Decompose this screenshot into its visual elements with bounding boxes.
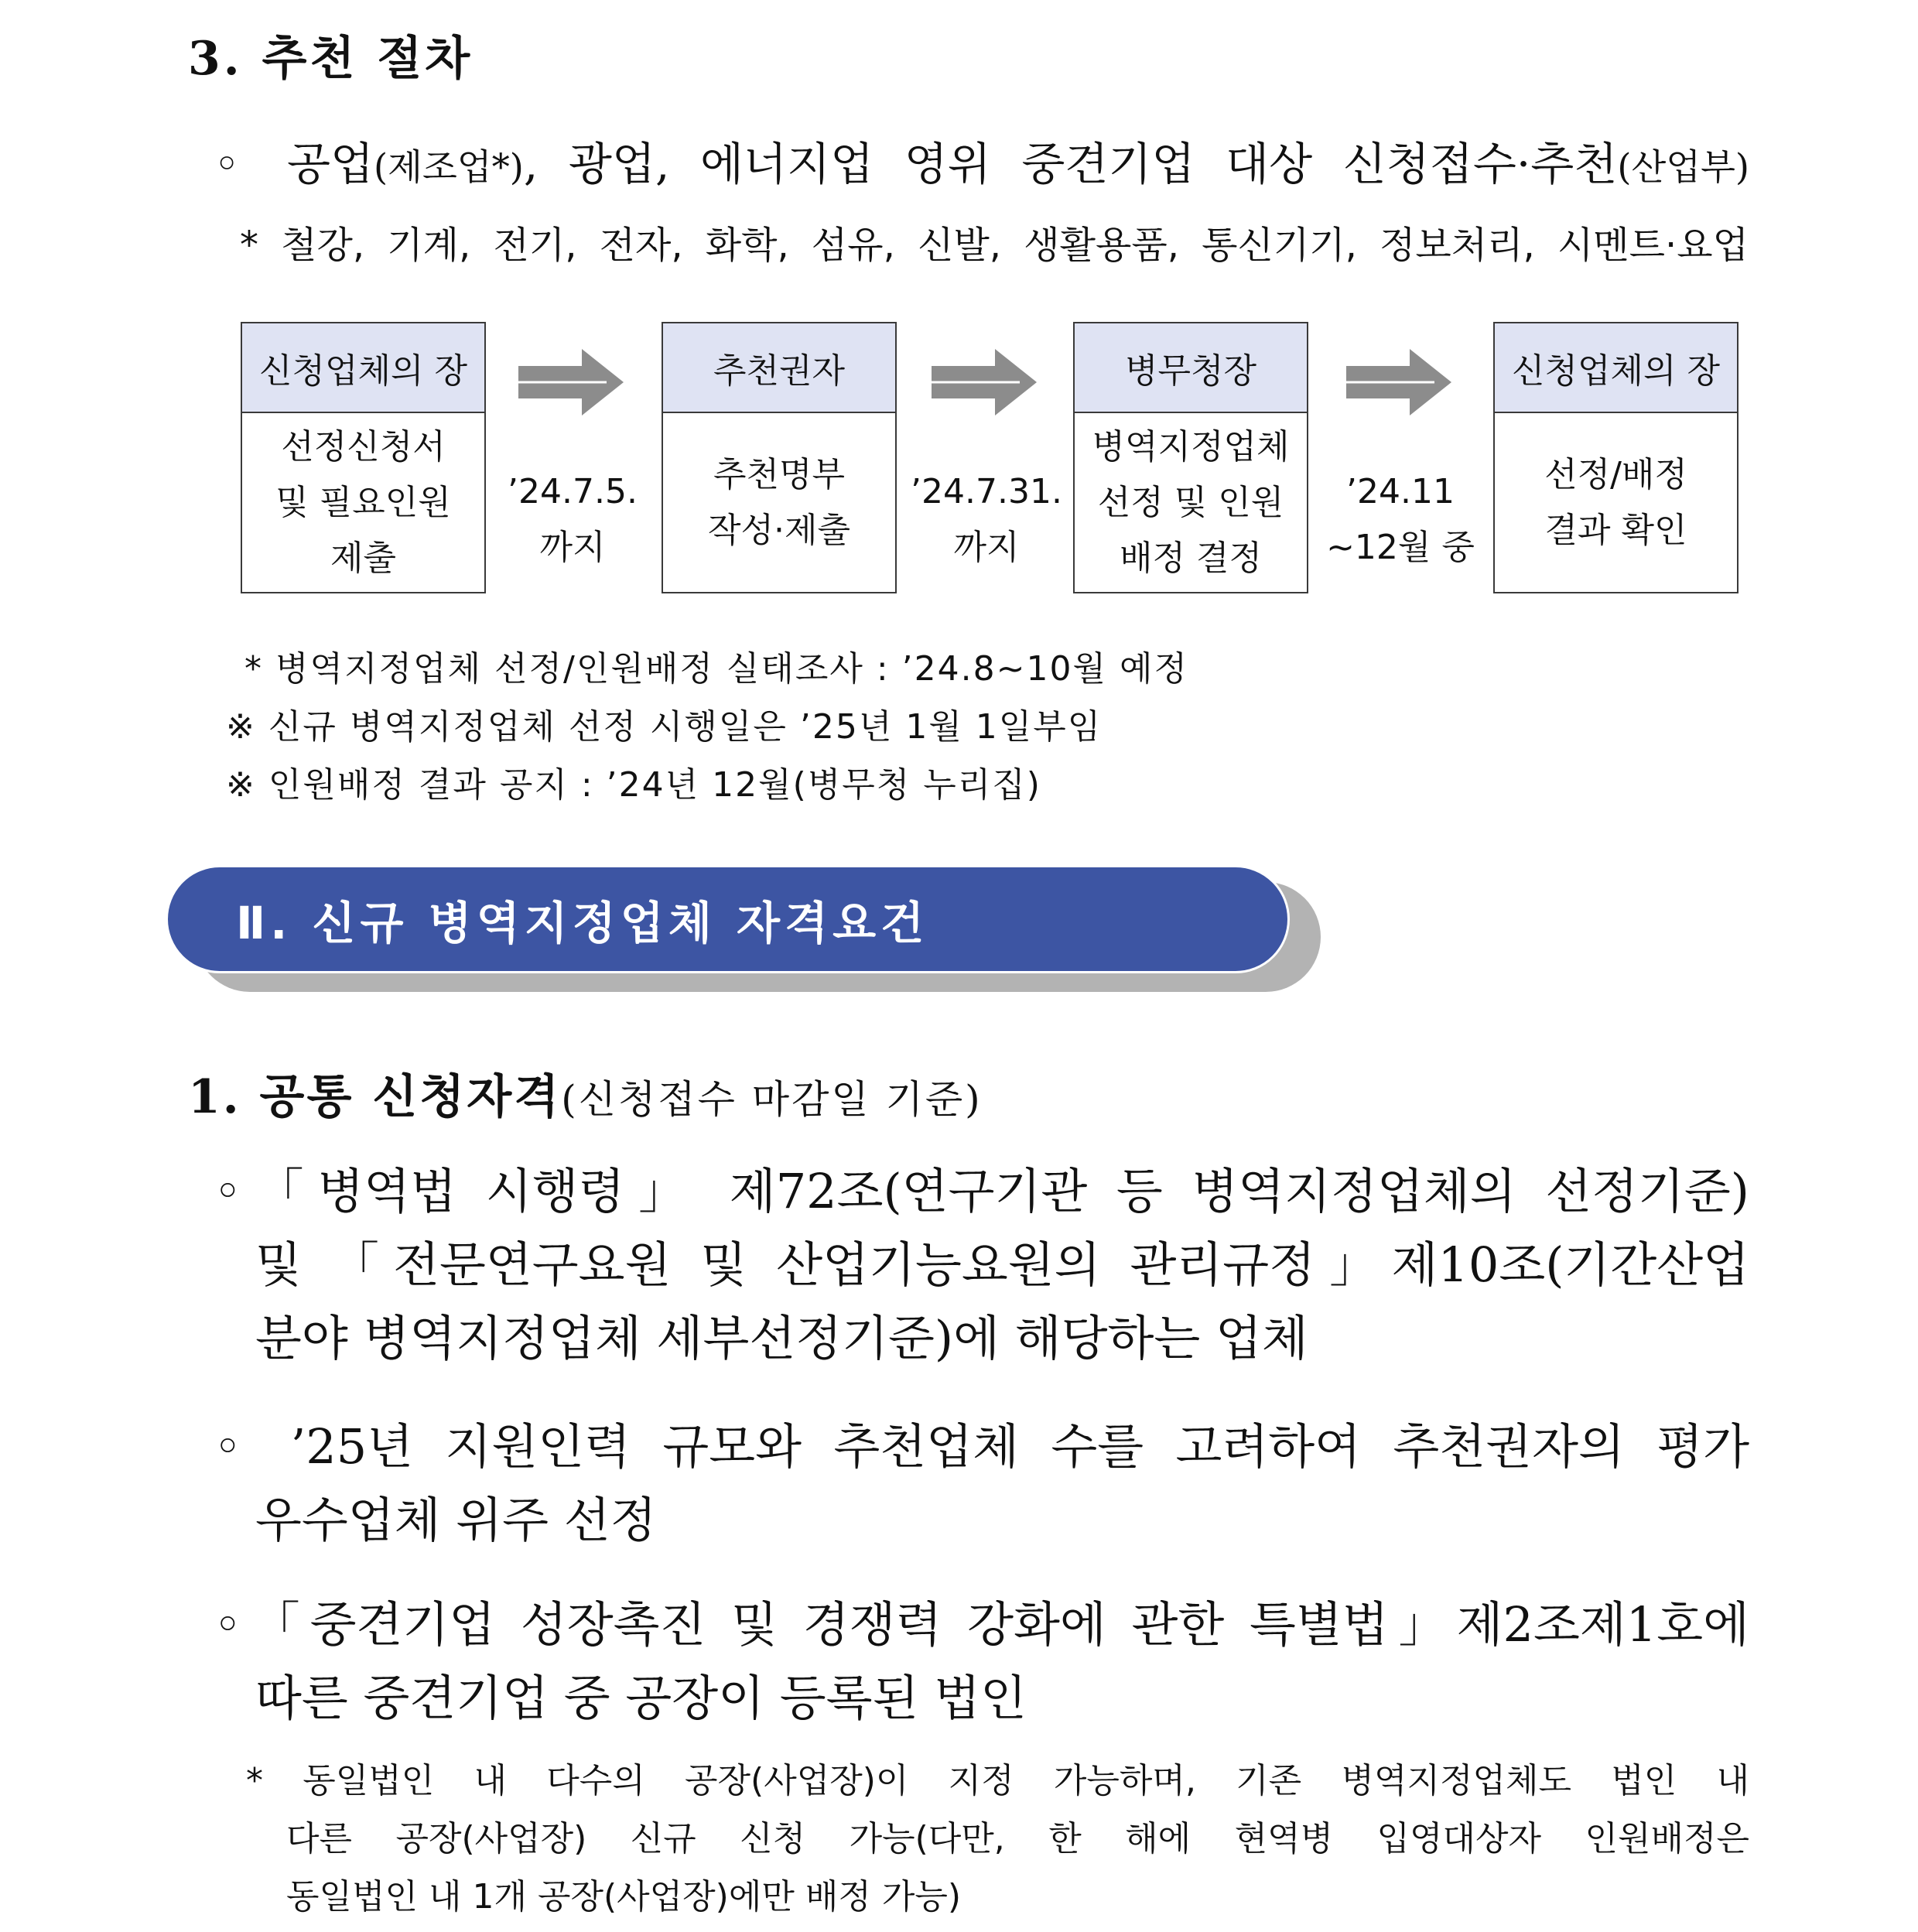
footnote-line-1: * 동일법인 내 다수의 공장(사업장)이 지정 가능하며, 기존 병역지정업체도 법인 내 (246, 1761, 1749, 1800)
paragraph-2-line-2: 우수업체 위주 선정 (255, 1492, 657, 1548)
flow-deadline-3: ’24.11 ~12월 중 (1326, 472, 1475, 567)
flow-deadline-2: ’24.7.31. 까지 (911, 472, 1062, 567)
flow-step-mma-commissioner (1073, 322, 1308, 593)
right-arrow-icon (1346, 349, 1451, 415)
section-1-title (188, 1060, 983, 1127)
right-arrow-icon (518, 349, 624, 415)
paragraph-2-line-1: ◦ ’25년 지원인력 규모와 추천업체 수를 고려하여 추천권자의 평가 (214, 1418, 1749, 1475)
flow-step-recommender (662, 322, 897, 593)
note-survey: * 병역지정업체 선정/인원배정 실태조사 : ’24.8~10월 예정 (244, 649, 1188, 689)
flow-step-body: 선정신청서 및 필요인원 제출 (275, 426, 451, 578)
section-1-title-paren: (신청접수 마감일 기준) (561, 1077, 983, 1122)
flow-step-applicant-result (1493, 322, 1739, 593)
note-announcement: ※ 인원배정 결과 공지 : ’24년 12월(병무청 누리집) (226, 765, 1041, 805)
bullet-icon: ◦ (214, 138, 257, 190)
paragraph-1-line-3: 분야 병역지정업체 세부선정기준)에 해당하는 업체 (255, 1310, 1308, 1366)
main-paren: (제조업*) (374, 146, 524, 188)
paragraph-1-line-2: 및 「전문연구요원 및 산업기능요원의 관리규정」제10조(기간산업 (255, 1236, 1749, 1293)
flow-step-applicant (241, 322, 486, 593)
right-arrow-icon (932, 349, 1037, 415)
note-effective-date: ※ 신규 병역지정업체 선정 시행일은 ’25년 1월 1일부임 (226, 707, 1103, 747)
main-text (287, 138, 1749, 190)
flow-step-body: 추천명부 작성·제출 (707, 454, 850, 550)
section-1-title-text: 1. 공통 신청자격 (188, 1070, 562, 1124)
flow-deadline-1: ’24.7.5. 까지 (508, 472, 638, 567)
main-text-start: 공업 (286, 138, 374, 190)
flow-step-body: 선정/배정 결과 확인 (1544, 454, 1687, 550)
paragraph-3-line-1: ◦「중견기업 성장촉진 및 경쟁력 강화에 관한 특별법」제2조제1호에 (214, 1596, 1749, 1653)
footnote-line-2: 다른 공장(사업장) 신규 신청 가능(다만, 한 해에 현역병 입영대상자 인원배정은 (286, 1819, 1749, 1858)
paragraph-3-line-2: 따른 중견기업 중 공장이 등록된 법인 (255, 1670, 1027, 1726)
paragraph-1-line-1: ◦「병역법 시행령」 제72조(연구기관 등 병역지정업체의 선정기준) (214, 1163, 1749, 1219)
flow-step-header: 신청업체의 장 (1495, 323, 1737, 413)
section-3-main-bullet (214, 128, 1749, 193)
main-paren-2: (산업부) (1617, 146, 1749, 188)
flow-step-header: 병무청장 (1075, 323, 1307, 413)
flow-step-header: 추천권자 (663, 323, 895, 413)
section-3-title: 3. 추천 절차 (188, 32, 474, 86)
industry-note: * 철강, 기계, 전기, 전자, 화학, 섬유, 신발, 생활용품, 통신기기, 정보처리, 시멘트·요업 (240, 224, 1749, 267)
flow-step-body: 병역지정업체 선정 및 인원 배정 결정 (1092, 426, 1290, 578)
section-banner-title: Ⅱ. 신규 병역지정업체 자격요건 (236, 897, 929, 949)
flow-step-header: 신청업체의 장 (242, 323, 484, 413)
main-text-rest: , 광업, 에너지업 영위 중견기업 대상 신청접수·추천 (523, 138, 1618, 190)
section-banner (166, 865, 1290, 973)
footnote-line-3: 동일법인 내 1개 공장(사업장)에만 배정 가능) (286, 1877, 961, 1917)
